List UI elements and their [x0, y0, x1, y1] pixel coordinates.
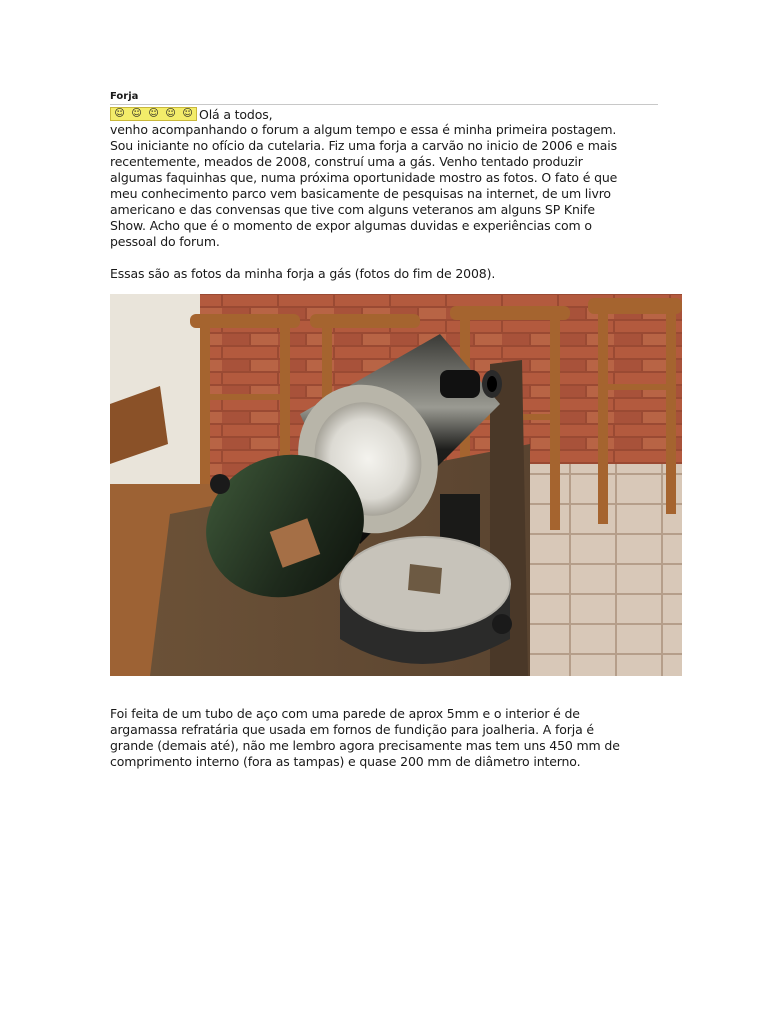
intro-paragraph: venho acompanhando o forum a algum tempo e essa é minha primeira postagem. Sou iniciante no ofício da cutelaria. Fiz uma forja a carvão no inicio de 2006 e mais recentemente, meados de 2008, construí uma a gás. Venho tentado produzir algumas faquinhas que, numa próxima oportunidade mostro as fotos. O fato é que meu conhecimento parco vem basicamente de pesquisas na internet, de um livro americano e das convensas que tive com alguns veteranos am alguns SP Knife Show. Acho que é o momento de expor algumas duvidas e experiências com o pessoal do forum. — [110, 122, 618, 249]
smiley-icon: ☺ — [165, 108, 176, 119]
smiley-icon-strip — [110, 107, 197, 121]
forum-post — [110, 90, 660, 282]
smiley-icon: ☺ — [114, 108, 125, 119]
smiley-icon: ☺ — [182, 108, 193, 119]
greeting-text: Olá a todos, — [199, 106, 273, 122]
smiley-icon: ☺ — [131, 108, 142, 119]
photo-caption: Foi feita de um tubo de aço com uma parede de aprox 5mm e o interior é de argamassa refratária que usada em fornos de fundição para joalheria. A forja é grande (demais até), não me lembro agora precisamente mas tem uns 450 mm de comprimento interno (fora as tampas) e quase 200 mm de diâmetro interno. — [110, 705, 620, 769]
greeting-line — [110, 106, 660, 122]
photos-intro-paragraph: Essas são as fotos da minha forja a gás (fotos do fim de 2008). — [110, 266, 496, 281]
smiley-icon: ☺ — [148, 108, 159, 119]
post-title: Forja — [110, 90, 658, 105]
forge-photo — [110, 294, 682, 676]
